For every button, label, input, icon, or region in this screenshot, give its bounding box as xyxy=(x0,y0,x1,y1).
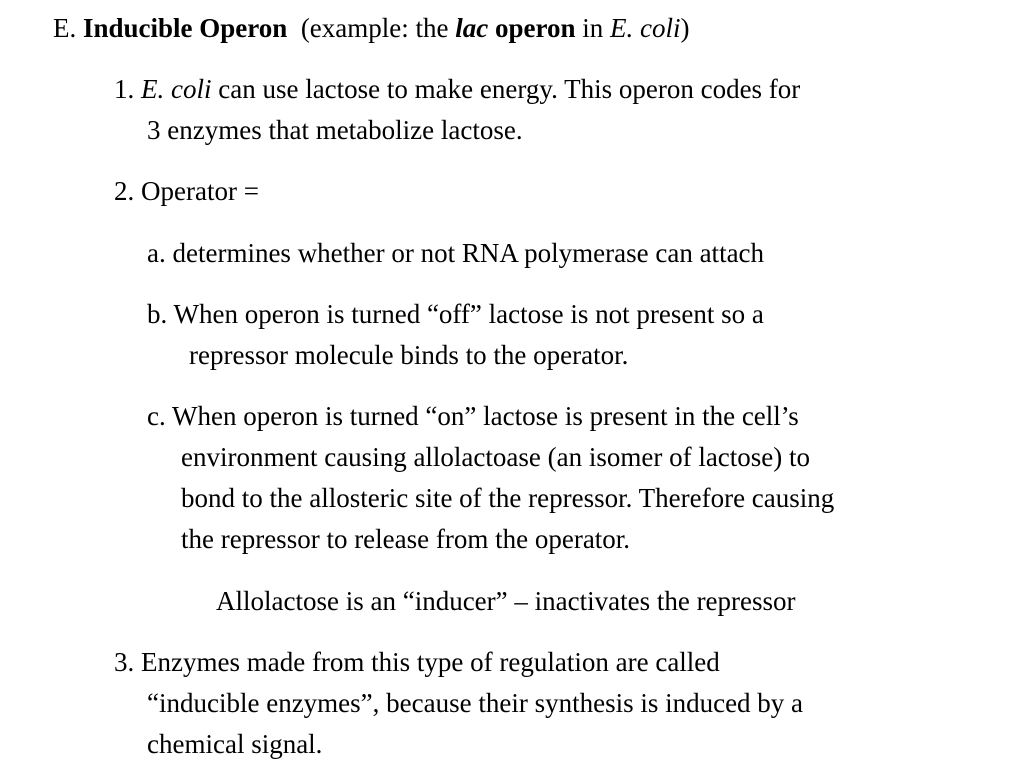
heading-prefix: E. xyxy=(53,13,77,43)
item1-number: 1. xyxy=(114,74,135,104)
heading-paren-close: ) xyxy=(680,13,690,43)
item2c-line4: the repressor to release from the operator. xyxy=(181,524,631,554)
item1-ecoli: E. coli xyxy=(141,74,212,104)
heading-ecoli: E. coli xyxy=(610,13,681,43)
item3-line3: chemical signal. xyxy=(147,729,323,759)
item2c-line1: c. When operon is turned “on” lactose is present in the cell’s xyxy=(147,401,799,431)
item1-text1: can use lactose to make energy. This operon codes for xyxy=(218,74,801,104)
item2a-text: a. determines whether or not RNA polymerase can attach xyxy=(147,238,765,268)
item2c-line2: environment causing allolactoase (an isomer of lactose) to xyxy=(181,442,811,472)
inducer-note: Allolactose is an “inducer” – inactivates the repressor xyxy=(216,586,796,616)
heading-example-open: (example: the xyxy=(300,13,449,43)
heading-operon: operon xyxy=(495,13,576,43)
item1-line1 xyxy=(114,72,800,106)
item3-line2: “inducible enzymes”, because their synthesis is induced by a xyxy=(147,688,804,718)
heading-title: Inducible Operon xyxy=(83,13,288,43)
heading xyxy=(53,11,690,45)
item2-operator: 2. Operator = xyxy=(114,176,259,206)
item2b-line2: repressor molecule binds to the operator. xyxy=(189,340,629,370)
item3-line1: 3. Enzymes made from this type of regulation are called xyxy=(114,647,720,677)
item2b-line1: b. When operon is turned “off” lactose is not present so a xyxy=(147,299,764,329)
heading-lac: lac xyxy=(455,13,489,43)
heading-in: in xyxy=(582,13,604,43)
item2c-line3: bond to the allosteric site of the repressor. Therefore causing xyxy=(181,483,835,513)
item1-line2: 3 enzymes that metabolize lactose. xyxy=(147,115,523,145)
